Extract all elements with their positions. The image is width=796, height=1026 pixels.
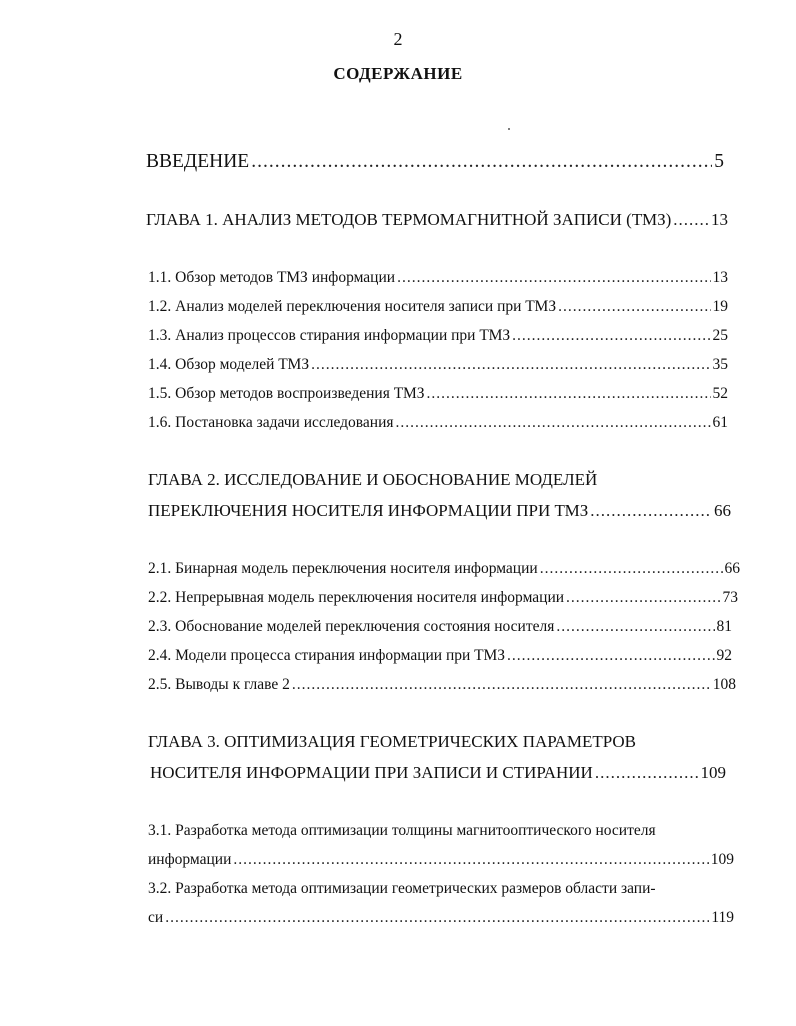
toc-label: 2.3. Обоснование моделей переключения состояния носителя [148, 618, 555, 635]
toc-entry [148, 299, 728, 315]
toc-label: 2.5. Выводы к главе 2 [148, 676, 290, 693]
toc-entry [148, 415, 728, 431]
toc-entry [148, 328, 728, 344]
toc-label: информации [148, 851, 232, 868]
toc-page: 66 [714, 501, 731, 520]
toc-page: 108 [712, 676, 736, 693]
toc-chapter-2 [148, 502, 731, 519]
chapter-heading: ПЕРЕКЛЮЧЕНИЯ НОСИТЕЛЯ ИНФОРМАЦИИ ПРИ ТМЗ [148, 501, 589, 520]
toc-page: 66 [724, 560, 740, 577]
toc-page: 73 [722, 589, 738, 606]
toc-page: 109 [700, 763, 726, 782]
toc-label: си [148, 909, 164, 926]
leader-dots [292, 677, 711, 693]
toc-page: 13 [712, 269, 728, 286]
leader-dots [595, 764, 699, 781]
toc-entry-line: 3.2. Разработка метода оптимизации геометрических размеров области запи- [148, 880, 656, 897]
leader-dots [590, 502, 712, 519]
toc-page: 5 [714, 151, 724, 172]
toc-entry [148, 270, 728, 286]
leader-dots [512, 328, 710, 344]
toc-page: 19 [712, 298, 728, 315]
chapter-heading-line: ГЛАВА 3. ОПТИМИЗАЦИЯ ГЕОМЕТРИЧЕСКИХ ПАРАМЕТРОВ [148, 732, 636, 751]
toc-entry [148, 677, 736, 693]
chapter-heading: НОСИТЕЛЯ ИНФОРМАЦИИ ПРИ ЗАПИСИ И СТИРАНИИ [150, 763, 593, 782]
toc-entry [148, 619, 732, 635]
toc-page: 61 [712, 414, 728, 431]
toc-label: 2.4. Модели процесса стирания информации при ТМЗ [148, 647, 505, 664]
toc-label: 1.1. Обзор методов ТМЗ информации [148, 269, 396, 286]
toc-entry [148, 590, 738, 606]
toc-entry-intro [146, 152, 724, 172]
toc-chapter-1 [146, 211, 728, 228]
toc-page: 13 [711, 210, 728, 229]
leader-dots [673, 211, 709, 228]
toc-page: 92 [716, 647, 732, 664]
leader-dots [233, 852, 708, 868]
leader-dots [507, 648, 715, 664]
toc-label: 1.3. Анализ процессов стирания информации при ТМЗ [148, 327, 511, 344]
toc-page: 81 [716, 618, 732, 635]
page-title: СОДЕРЖАНИЕ [333, 64, 463, 83]
toc-page: 25 [712, 327, 728, 344]
toc-entry-line: 3.1. Разработка метода оптимизации толщины магнитооптического носителя [148, 822, 656, 839]
leader-dots [540, 561, 723, 577]
leader-dots [165, 910, 709, 926]
leader-dots [397, 270, 710, 286]
toc-label: 1.2. Анализ моделей переключения носителя записи при ТМЗ [148, 298, 557, 315]
scan-speck [508, 128, 510, 130]
toc-entry [148, 386, 728, 402]
toc-page: 52 [712, 385, 728, 402]
toc-entry [148, 648, 732, 664]
toc-label: 1.6. Постановка задачи исследования [148, 414, 394, 431]
leader-dots [566, 590, 720, 606]
leader-dots [311, 357, 710, 373]
toc-label: ВВЕДЕНИЕ [146, 151, 250, 172]
toc-label: 1.5. Обзор методов воспроизведения ТМЗ [148, 385, 425, 402]
toc-entry [148, 561, 740, 577]
toc-chapter-3 [150, 764, 726, 781]
toc-label: 2.1. Бинарная модель переключения носителя информации [148, 560, 538, 577]
leader-dots [558, 299, 710, 315]
leader-dots [396, 415, 711, 431]
toc-label: 1.4. Обзор моделей ТМЗ [148, 356, 310, 373]
toc-page: 109 [710, 851, 734, 868]
toc-page: 35 [712, 356, 728, 373]
leader-dots [427, 386, 711, 402]
leader-dots [251, 152, 712, 172]
chapter-heading-line: ГЛАВА 2. ИССЛЕДОВАНИЕ И ОБОСНОВАНИЕ МОДЕЛЕЙ [148, 470, 598, 489]
toc-page: 119 [711, 909, 734, 926]
toc-entry [148, 910, 734, 926]
toc-entry [148, 357, 728, 373]
toc-entry [148, 852, 734, 868]
toc-label: 2.2. Непрерывная модель переключения носителя информации [148, 589, 565, 606]
leader-dots [556, 619, 714, 635]
page-number: 2 [393, 29, 403, 49]
chapter-heading: ГЛАВА 1. АНАЛИЗ МЕТОДОВ ТЕРМОМАГНИТНОЙ ЗАПИСИ (ТМЗ) [146, 210, 672, 229]
